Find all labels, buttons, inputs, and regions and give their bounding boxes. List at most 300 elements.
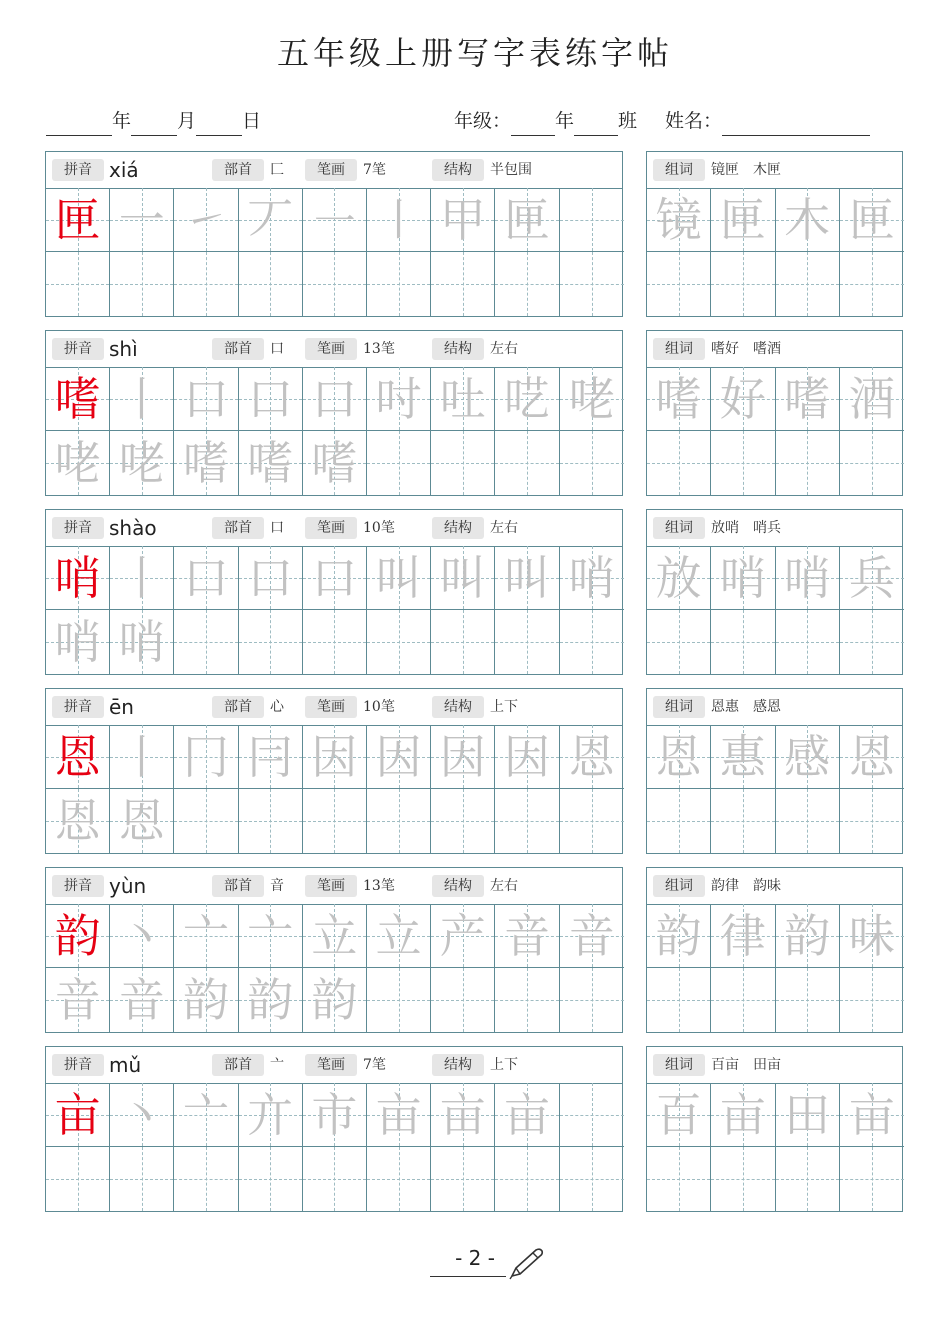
stroke-step-character: 亩 [375,1088,422,1142]
practice-cell[interactable] [776,546,840,610]
practice-cell[interactable] [560,789,624,853]
pinyin-tag: 拼音 [52,338,104,360]
practice-cell[interactable] [647,789,711,853]
writing-grid [46,725,624,853]
practice-cell[interactable] [560,546,624,610]
practice-cell[interactable] [303,252,367,316]
character-panel [45,151,623,317]
practice-cell[interactable] [776,968,840,1032]
practice-cell[interactable] [776,904,840,968]
practice-cell[interactable] [776,1083,840,1147]
practice-cell[interactable] [776,610,840,674]
character-info-header [46,152,622,189]
stroke-step-character: 亠 [182,909,229,963]
practice-cell[interactable] [303,904,367,968]
practice-cell[interactable] [431,431,495,495]
strokes-tag: 笔画 [305,517,357,539]
practice-cell[interactable] [303,968,367,1032]
pinyin-value: ēn [109,695,134,719]
practice-cell[interactable] [431,546,495,610]
stroke-step-character: ㇑ [375,193,422,247]
word-header [647,689,902,726]
radical-value: 口 [270,520,284,536]
practice-cell[interactable] [367,610,431,674]
words-tag: 组词 [653,338,705,360]
word-trace-character: 嗜 [655,372,702,426]
name-blank[interactable] [722,113,870,136]
practice-cell[interactable] [776,367,840,431]
practice-cell[interactable] [495,904,559,968]
structure-tag: 结构 [432,1054,484,1076]
practice-cell[interactable] [495,546,559,610]
practice-cell[interactable] [303,367,367,431]
practice-cell[interactable] [776,188,840,252]
practice-cell[interactable] [431,1083,495,1147]
stroke-step-character: 口 [247,551,294,605]
practice-cell[interactable] [303,1147,367,1211]
word-panel [646,509,903,675]
practice-cell[interactable] [303,1083,367,1147]
practice-cell[interactable] [711,252,775,316]
practice-cell[interactable] [367,968,431,1032]
character-info-header [46,689,622,726]
pinyin-tag: 拼音 [52,875,104,897]
word-grid [647,188,904,316]
practice-cell[interactable] [367,252,431,316]
stroke-step-character: 亩 [439,1088,486,1142]
stroke-step-character: 音 [568,909,615,963]
practice-cell[interactable] [840,789,904,853]
practice-cell[interactable] [431,252,495,316]
word-trace-character: 惠 [719,730,766,784]
practice-cell[interactable] [560,610,624,674]
word-trace-character: 哨 [719,551,766,605]
stroke-step-character: 韵 [182,973,229,1027]
words-value: 韵律 韵味 [711,878,781,894]
stroke-step-character: 叫 [503,551,550,605]
practice-cell[interactable] [431,610,495,674]
practice-cell[interactable] [840,252,904,316]
stroke-step-character: 叫 [439,551,486,605]
practice-cell[interactable] [495,725,559,789]
practice-cell[interactable] [239,904,303,968]
practice-cell[interactable] [174,610,238,674]
words-value: 镜匣 木匣 [711,162,781,178]
practice-cell[interactable] [367,904,431,968]
practice-cell[interactable] [110,431,174,495]
practice-cell[interactable] [174,367,238,431]
stroke-step-character: 立 [375,909,422,963]
radical-tag: 部首 [212,159,264,181]
practice-cell[interactable] [840,1147,904,1211]
word-trace-character: 酒 [848,372,895,426]
practice-cell[interactable] [711,367,775,431]
word-trace-character: 田 [784,1088,831,1142]
stroke-step-character: ㇐ [311,193,358,247]
practice-cell[interactable] [239,789,303,853]
writing-grid [46,546,624,674]
practice-cell[interactable] [367,1083,431,1147]
strokes-value: 13笔 [363,341,395,357]
word-trace-character: 木 [784,193,831,247]
stroke-step-character: 音 [54,973,101,1027]
grade-blank[interactable] [511,113,555,136]
practice-cell[interactable] [711,968,775,1032]
practice-cell[interactable] [840,725,904,789]
practice-cell[interactable] [46,789,110,853]
practice-cell[interactable] [239,968,303,1032]
practice-cell[interactable] [647,1147,711,1211]
practice-cell[interactable] [840,188,904,252]
practice-cell[interactable] [110,252,174,316]
practice-cell[interactable] [560,968,624,1032]
practice-cell[interactable] [367,546,431,610]
year-blank[interactable] [46,113,112,136]
practice-cell[interactable] [303,431,367,495]
stroke-step-character: 亣 [247,1088,294,1142]
character-info-header [46,868,622,905]
practice-cell[interactable] [239,367,303,431]
practice-cell[interactable] [367,188,431,252]
practice-cell[interactable] [110,367,174,431]
structure-tag: 结构 [432,159,484,181]
stroke-step-character: 亠 [182,1088,229,1142]
structure-value: 上下 [490,1057,518,1073]
word-trace-character: 好 [719,372,766,426]
word-header [647,1047,902,1084]
practice-cell[interactable] [174,1083,238,1147]
stroke-step-character: 恩 [568,730,615,784]
grade-year-label: 年 [555,110,575,132]
stroke-step-character: 口 [182,551,229,605]
character-panel [45,867,623,1033]
practice-cell[interactable] [495,367,559,431]
practice-cell[interactable] [174,1147,238,1211]
practice-cell[interactable] [560,1083,624,1147]
practice-cell[interactable] [711,1147,775,1211]
practice-cell[interactable] [239,188,303,252]
practice-cell[interactable] [647,610,711,674]
practice-cell[interactable] [647,431,711,495]
stroke-step-character: 哨 [568,551,615,605]
stroke-step-character: 哨 [118,615,165,669]
practice-cell[interactable] [46,904,110,968]
structure-value: 左右 [490,341,518,357]
practice-cell[interactable] [647,252,711,316]
practice-cell[interactable] [303,546,367,610]
stroke-step-character: 冂 [182,730,229,784]
practice-cell[interactable] [174,968,238,1032]
practice-cell[interactable] [46,725,110,789]
practice-cell[interactable] [711,789,775,853]
student-line [454,106,870,136]
practice-cell[interactable] [711,431,775,495]
practice-cell[interactable] [431,904,495,968]
practice-cell[interactable] [174,188,238,252]
practice-cell[interactable] [560,725,624,789]
strokes-tag: 笔画 [305,338,357,360]
practice-cell[interactable] [495,610,559,674]
practice-cell[interactable] [776,252,840,316]
practice-cell[interactable] [303,725,367,789]
practice-cell[interactable] [239,546,303,610]
practice-cell[interactable] [495,968,559,1032]
practice-cell[interactable] [174,431,238,495]
practice-cell[interactable] [560,252,624,316]
stroke-step-character: 丶 [118,909,165,963]
practice-cell[interactable] [840,1083,904,1147]
practice-cell[interactable] [46,546,110,610]
practice-cell[interactable] [174,789,238,853]
practice-cell[interactable] [647,367,711,431]
stroke-step-character: 产 [439,909,486,963]
word-trace-character: 味 [848,909,895,963]
page-title: 五年级上册写字表练字帖 [276,34,673,72]
practice-cell[interactable] [711,188,775,252]
practice-cell[interactable] [303,188,367,252]
practice-cell[interactable] [46,1147,110,1211]
words-value: 恩惠 感恩 [711,699,781,715]
name-label: 姓名： [665,110,723,132]
practice-cell[interactable] [46,1083,110,1147]
pinyin-tag: 拼音 [52,517,104,539]
practice-cell[interactable] [303,610,367,674]
practice-cell[interactable] [239,1147,303,1211]
words-tag: 组词 [653,696,705,718]
practice-cell[interactable] [560,431,624,495]
character-panel [45,330,623,496]
practice-cell[interactable] [560,367,624,431]
stroke-step-character: 亩 [503,1088,550,1142]
practice-cell[interactable] [110,610,174,674]
practice-cell[interactable] [174,546,238,610]
word-trace-character: 韵 [784,909,831,963]
practice-cell[interactable] [647,1083,711,1147]
character-info-header [46,1047,622,1084]
practice-cell[interactable] [46,367,110,431]
practice-cell[interactable] [46,431,110,495]
practice-cell[interactable] [110,789,174,853]
stroke-step-character: 因 [503,730,550,784]
practice-cell[interactable] [110,546,174,610]
practice-cell[interactable] [46,610,110,674]
strokes-tag: 笔画 [305,1054,357,1076]
month-blank[interactable] [131,113,177,136]
practice-cell[interactable] [711,546,775,610]
practice-cell[interactable] [239,725,303,789]
word-panel [646,1046,903,1212]
radical-tag: 部首 [212,517,264,539]
strokes-value: 7笔 [363,162,386,178]
stroke-step-character: 咾 [118,436,165,490]
strokes-tag: 笔画 [305,159,357,181]
structure-tag: 结构 [432,696,484,718]
model-character: 嗜 [54,372,101,426]
page-number-underline [430,1276,506,1277]
writing-grid [46,1083,624,1211]
practice-cell[interactable] [431,789,495,853]
practice-cell[interactable] [110,1147,174,1211]
words-tag: 组词 [653,159,705,181]
practice-cell[interactable] [776,789,840,853]
stroke-step-character: 丶 [118,1088,165,1142]
radical-value: 心 [270,699,284,715]
practice-cell[interactable] [711,725,775,789]
practice-cell[interactable] [110,968,174,1032]
practice-cell[interactable] [495,188,559,252]
practice-cell[interactable] [367,431,431,495]
practice-cell[interactable] [647,968,711,1032]
stroke-step-character: 叫 [375,551,422,605]
strokes-value: 10笔 [363,520,395,536]
practice-cell[interactable] [840,904,904,968]
practice-cell[interactable] [495,1083,559,1147]
stroke-step-character: 韵 [247,973,294,1027]
strokes-value: 10笔 [363,699,395,715]
stroke-step-character: 呓 [503,372,550,426]
word-panel [646,867,903,1033]
practice-cell[interactable] [431,725,495,789]
structure-tag: 结构 [432,338,484,360]
practice-cell[interactable] [840,968,904,1032]
practice-cell[interactable] [46,188,110,252]
stroke-step-character: 因 [375,730,422,784]
stroke-step-character: 口 [247,372,294,426]
page-number: - 2 - [455,1246,495,1270]
class-blank[interactable] [574,113,618,136]
writing-grid [46,367,624,495]
practice-cell[interactable] [711,610,775,674]
word-trace-character: 兵 [848,551,895,605]
radical-tag: 部首 [212,875,264,897]
radical-value: 口 [270,341,284,357]
practice-cell[interactable] [239,1083,303,1147]
practice-cell[interactable] [840,610,904,674]
stroke-step-character: 韵 [311,973,358,1027]
radical-value: 音 [270,878,284,894]
pinyin-value: mǔ [109,1053,142,1077]
word-header [647,152,902,189]
pinyin-tag: 拼音 [52,1054,104,1076]
practice-cell[interactable] [647,904,711,968]
pinyin-tag: 拼音 [52,696,104,718]
character-panel [45,1046,623,1212]
practice-cell[interactable] [46,252,110,316]
character-panel [45,509,623,675]
practice-cell[interactable] [46,968,110,1032]
words-value: 放哨 哨兵 [711,520,781,536]
practice-cell[interactable] [367,725,431,789]
pinyin-tag: 拼音 [52,159,104,181]
stroke-step-character: 市 [311,1088,358,1142]
word-trace-character: 恩 [655,730,702,784]
structure-value: 半包围 [490,162,532,178]
practice-cell[interactable] [431,1147,495,1211]
practice-cell[interactable] [647,188,711,252]
word-trace-character: 律 [719,909,766,963]
practice-cell[interactable] [776,725,840,789]
practice-cell[interactable] [110,188,174,252]
pen-icon [508,1248,544,1284]
word-header [647,331,902,368]
practice-cell[interactable] [303,789,367,853]
practice-cell[interactable] [560,904,624,968]
strokes-tag: 笔画 [305,696,357,718]
character-info-header [46,510,622,547]
practice-cell[interactable] [495,431,559,495]
structure-value: 左右 [490,878,518,894]
stroke-step-character: 口 [311,372,358,426]
stroke-step-character: 口 [311,551,358,605]
word-grid [647,725,904,853]
day-blank[interactable] [196,113,242,136]
practice-cell[interactable] [110,904,174,968]
practice-cell[interactable] [174,725,238,789]
structure-value: 左右 [490,520,518,536]
strokes-value: 13笔 [363,878,395,894]
stroke-step-character: 丆 [247,193,294,247]
practice-cell[interactable] [174,252,238,316]
words-tag: 组词 [653,1054,705,1076]
word-trace-character: 匣 [848,193,895,247]
practice-cell[interactable] [367,789,431,853]
practice-cell[interactable] [560,188,624,252]
stroke-step-character: ㇀ [182,193,229,247]
practice-cell[interactable] [495,1147,559,1211]
practice-cell[interactable] [239,610,303,674]
stroke-step-character: 甲 [439,193,486,247]
model-character: 匣 [54,193,101,247]
pinyin-value: shì [109,337,138,361]
stroke-step-character: 恩 [118,794,165,848]
practice-cell[interactable] [239,252,303,316]
practice-cell[interactable] [647,546,711,610]
practice-cell[interactable] [776,431,840,495]
pinyin-value: shào [109,516,157,540]
practice-cell[interactable] [431,367,495,431]
word-trace-character: 镜 [655,193,702,247]
practice-cell[interactable] [367,1147,431,1211]
date-line [46,106,261,136]
practice-cell[interactable] [431,188,495,252]
practice-cell[interactable] [560,1147,624,1211]
practice-cell[interactable] [110,1083,174,1147]
practice-cell[interactable] [840,431,904,495]
practice-cell[interactable] [711,904,775,968]
practice-cell[interactable] [647,725,711,789]
practice-cell[interactable] [840,546,904,610]
practice-cell[interactable] [110,725,174,789]
pinyin-value: yùn [109,874,147,898]
word-trace-character: 百 [655,1088,702,1142]
practice-cell[interactable] [431,968,495,1032]
stroke-step-character: 嗜 [311,436,358,490]
word-grid [647,904,904,1032]
practice-cell[interactable] [495,252,559,316]
strokes-value: 7笔 [363,1057,386,1073]
practice-cell[interactable] [495,789,559,853]
practice-cell[interactable] [776,1147,840,1211]
practice-cell[interactable] [711,1083,775,1147]
practice-cell[interactable] [367,367,431,431]
practice-cell[interactable] [239,431,303,495]
practice-cell[interactable] [840,367,904,431]
practice-cell[interactable] [174,904,238,968]
radical-tag: 部首 [212,1054,264,1076]
stroke-step-character: 音 [503,909,550,963]
radical-value: 匚 [270,162,284,178]
month-label: 月 [177,110,197,132]
